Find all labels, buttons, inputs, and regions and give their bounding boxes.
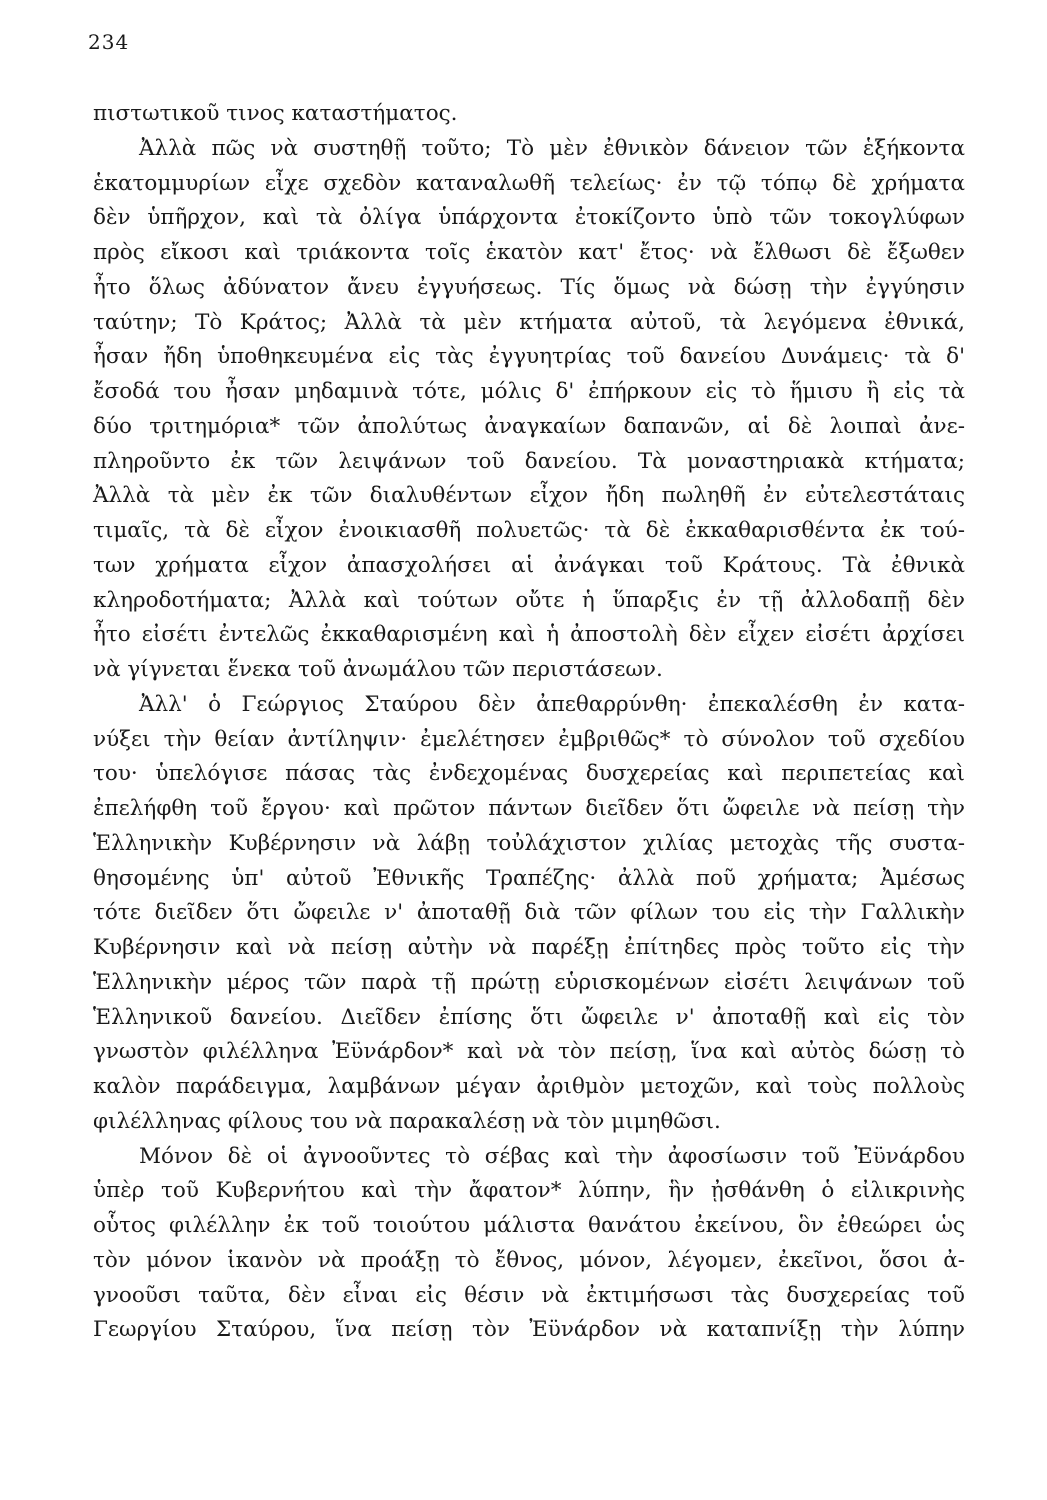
text-line: Ἀλλ' ὁ Γεώργιος Σταύρου δὲν ἀπεθαρρύνθη· ἐπεκαλέσθη ἐν κατα- [139,691,965,717]
text-line: νὰ γίγνεται ἕνεκα τοῦ ἀνωμάλου τῶν περιστάσεων. [93,657,663,682]
text-line: ταύτην; Τὸ Κράτος; Ἀλλὰ τὰ μὲν κτήματα αὐτοῦ, τὰ λεγόμενα ἐθνικά, [93,309,965,335]
text-line: δύο τριτημόρια* τῶν ἀπολύτως ἀναγκαίων δαπανῶν, αἱ δὲ λοιπαὶ ἀνε- [93,413,965,439]
text-line: ἦτο ὅλως ἀδύνατον ἄνευ ἐγγυήσεως. Τίς ὅμως νὰ δώσῃ τὴν ἐγγύησιν [93,274,965,300]
text-line: του· ὑπελόγισε πάσας τὰς ἐνδεχομένας δυσχερείας καὶ περιπετείας καὶ [93,761,965,787]
text-line: κληροδοτήματα; Ἀλλὰ καὶ τούτων οὔτε ἡ ὕπαρξις ἐν τῇ ἀλλοδαπῇ δὲν [93,587,965,613]
text-line: τότε διεῖδεν ὅτι ὤφειλε ν' ἀποταθῇ διὰ τῶν φίλων του εἰς τὴν Γαλλικὴν [93,900,965,926]
text-line: ὑπὲρ τοῦ Κυβερνήτου καὶ τὴν ἄφατον* λύπην, ἣν ᾐσθάνθη ὁ εἰλικρινὴς [93,1178,965,1204]
text-line: φιλέλληνας φίλους του νὰ παρακαλέσῃ νὰ τὸν μιμηθῶσι. [93,1108,721,1134]
text-line: πληροῦντο ἐκ τῶν λειψάνων τοῦ δανείου. Τὰ μοναστηριακὰ κτήματα; [93,448,965,474]
text-line: Ἀλλὰ τὰ μὲν ἐκ τῶν διαλυθέντων εἶχον ἤδη πωληθῆ ἐν εὐτελεστάταις [93,483,965,509]
text-line: Γεωργίου Σταύρου, ἵνα πείσῃ τὸν Ἐϋνάρδον νὰ καταπνίξῃ τὴν λύπην [93,1317,965,1343]
text-line: ἑκατομμυρίων εἶχε σχεδὸν καταναλωθῆ τελείως· ἐν τῷ τόπῳ δὲ χρήματα [93,170,965,196]
text-line: Ἑλληνικοῦ δανείου. Διεῖδεν ἐπίσης ὅτι ὤφειλε ν' ἀποταθῇ καὶ εἰς τὸν [93,1004,965,1030]
text-line: καλὸν παράδειγμα, λαμβάνων μέγαν ἀριθμὸν μετοχῶν, καὶ τοὺς πολλοὺς [93,1074,965,1099]
body-text [93,97,965,1348]
text-line: Ἀλλὰ πῶς νὰ συστηθῇ τοῦτο; Τὸ μὲν ἐθνικὸν δάνειον τῶν ἑξήκοντα [139,135,965,161]
text-line: οὗτος φιλέλλην ἐκ τοῦ τοιούτου μάλιστα θανάτου ἐκείνου, ὃν ἐθεώρει ὡς [93,1213,965,1238]
text-line: ἔσοδά του ἦσαν μηδαμινὰ τότε, μόλις δ' ἐπήρκουν εἰς τὸ ἥμισυ ἢ εἰς τὰ [93,379,965,404]
text-line: Ἑλληνικὴν Κυβέρνησιν νὰ λάβῃ τοὐλάχιστον χιλίας μετοχὰς τῆς συστα- [93,830,965,856]
text-line: πρὸς εἴκοσι καὶ τριάκοντα τοῖς ἑκατὸν κατ' ἔτος· νὰ ἔλθωσι δὲ ἔξωθεν [93,240,965,265]
text-line: ἦσαν ἤδη ὑποθηκευμένα εἰς τὰς ἐγγυητρίας τοῦ δανείου Δυνάμεις· τὰ δ' [93,344,965,370]
text-line: νύξει τὴν θείαν ἀντίληψιν· ἐμελέτησεν ἐμβριθῶς* τὸ σύνολον τοῦ σχεδίου [93,726,965,752]
text-line: ἐπελήφθη τοῦ ἔργου· καὶ πρῶτον πάντων διεῖδεν ὅτι ὤφειλε νὰ πείσῃ τὴν [93,796,965,821]
text-line: τὸν μόνον ἱκανὸν νὰ προάξῃ τὸ ἔθνος, μόνον, λέγομεν, ἐκεῖνοι, ὅσοι ἀ- [93,1247,965,1273]
text-line: Κυβέρνησιν καὶ νὰ πείσῃ αὐτὴν νὰ παρέξῃ ἐπίτηδες πρὸς τοῦτο εἰς τὴν [93,935,965,960]
text-line: τιμαῖς, τὰ δὲ εἶχον ἐνοικιασθῆ πολυετῶς· τὰ δὲ ἐκκαθαρισθέντα ἐκ τού- [93,518,965,543]
text-line: δὲν ὑπῆρχον, καὶ τὰ ὀλίγα ὑπάρχοντα ἐτοκίζοντο ὑπὸ τῶν τοκογλύφων [93,205,965,231]
text-line: Μόνον δὲ οἱ ἀγνοοῦντες τὸ σέβας καὶ τὴν ἀφοσίωσιν τοῦ Ἐϋνάρδου [139,1143,965,1169]
text-line: πιστωτικοῦ τινος καταστήματος. [93,101,458,126]
text-line: των χρήματα εἶχον ἀπασχολήσει αἱ ἀνάγκαι τοῦ Κράτους. Τὰ ἐθνικὰ [93,552,965,578]
text-line: Ἑλληνικὴν μέρος τῶν παρὰ τῇ πρώτῃ εὑρισκομένων εἰσέτι λειψάνων τοῦ [93,969,965,995]
text-line: γνωστὸν φιλέλληνα Ἐϋνάρδον* καὶ νὰ τὸν πείσῃ, ἵνα καὶ αὐτὸς δώσῃ τὸ [93,1039,965,1065]
text-line: θησομένης ὑπ' αὐτοῦ Ἐθνικῆς Τραπέζης· ἀλλὰ ποῦ χρήματα; Ἀμέσως [93,865,965,891]
page-number: 234 [88,30,130,54]
text-line: ἦτο εἰσέτι ἐντελῶς ἐκκαθαρισμένη καὶ ἡ ἀποστολὴ δὲν εἶχεν εἰσέτι ἀρχίσει [93,622,965,648]
text-line: γνοοῦσι ταῦτα, δὲν εἶναι εἰς θέσιν νὰ ἐκτιμήσωσι τὰς δυσχερείας τοῦ [93,1282,965,1308]
